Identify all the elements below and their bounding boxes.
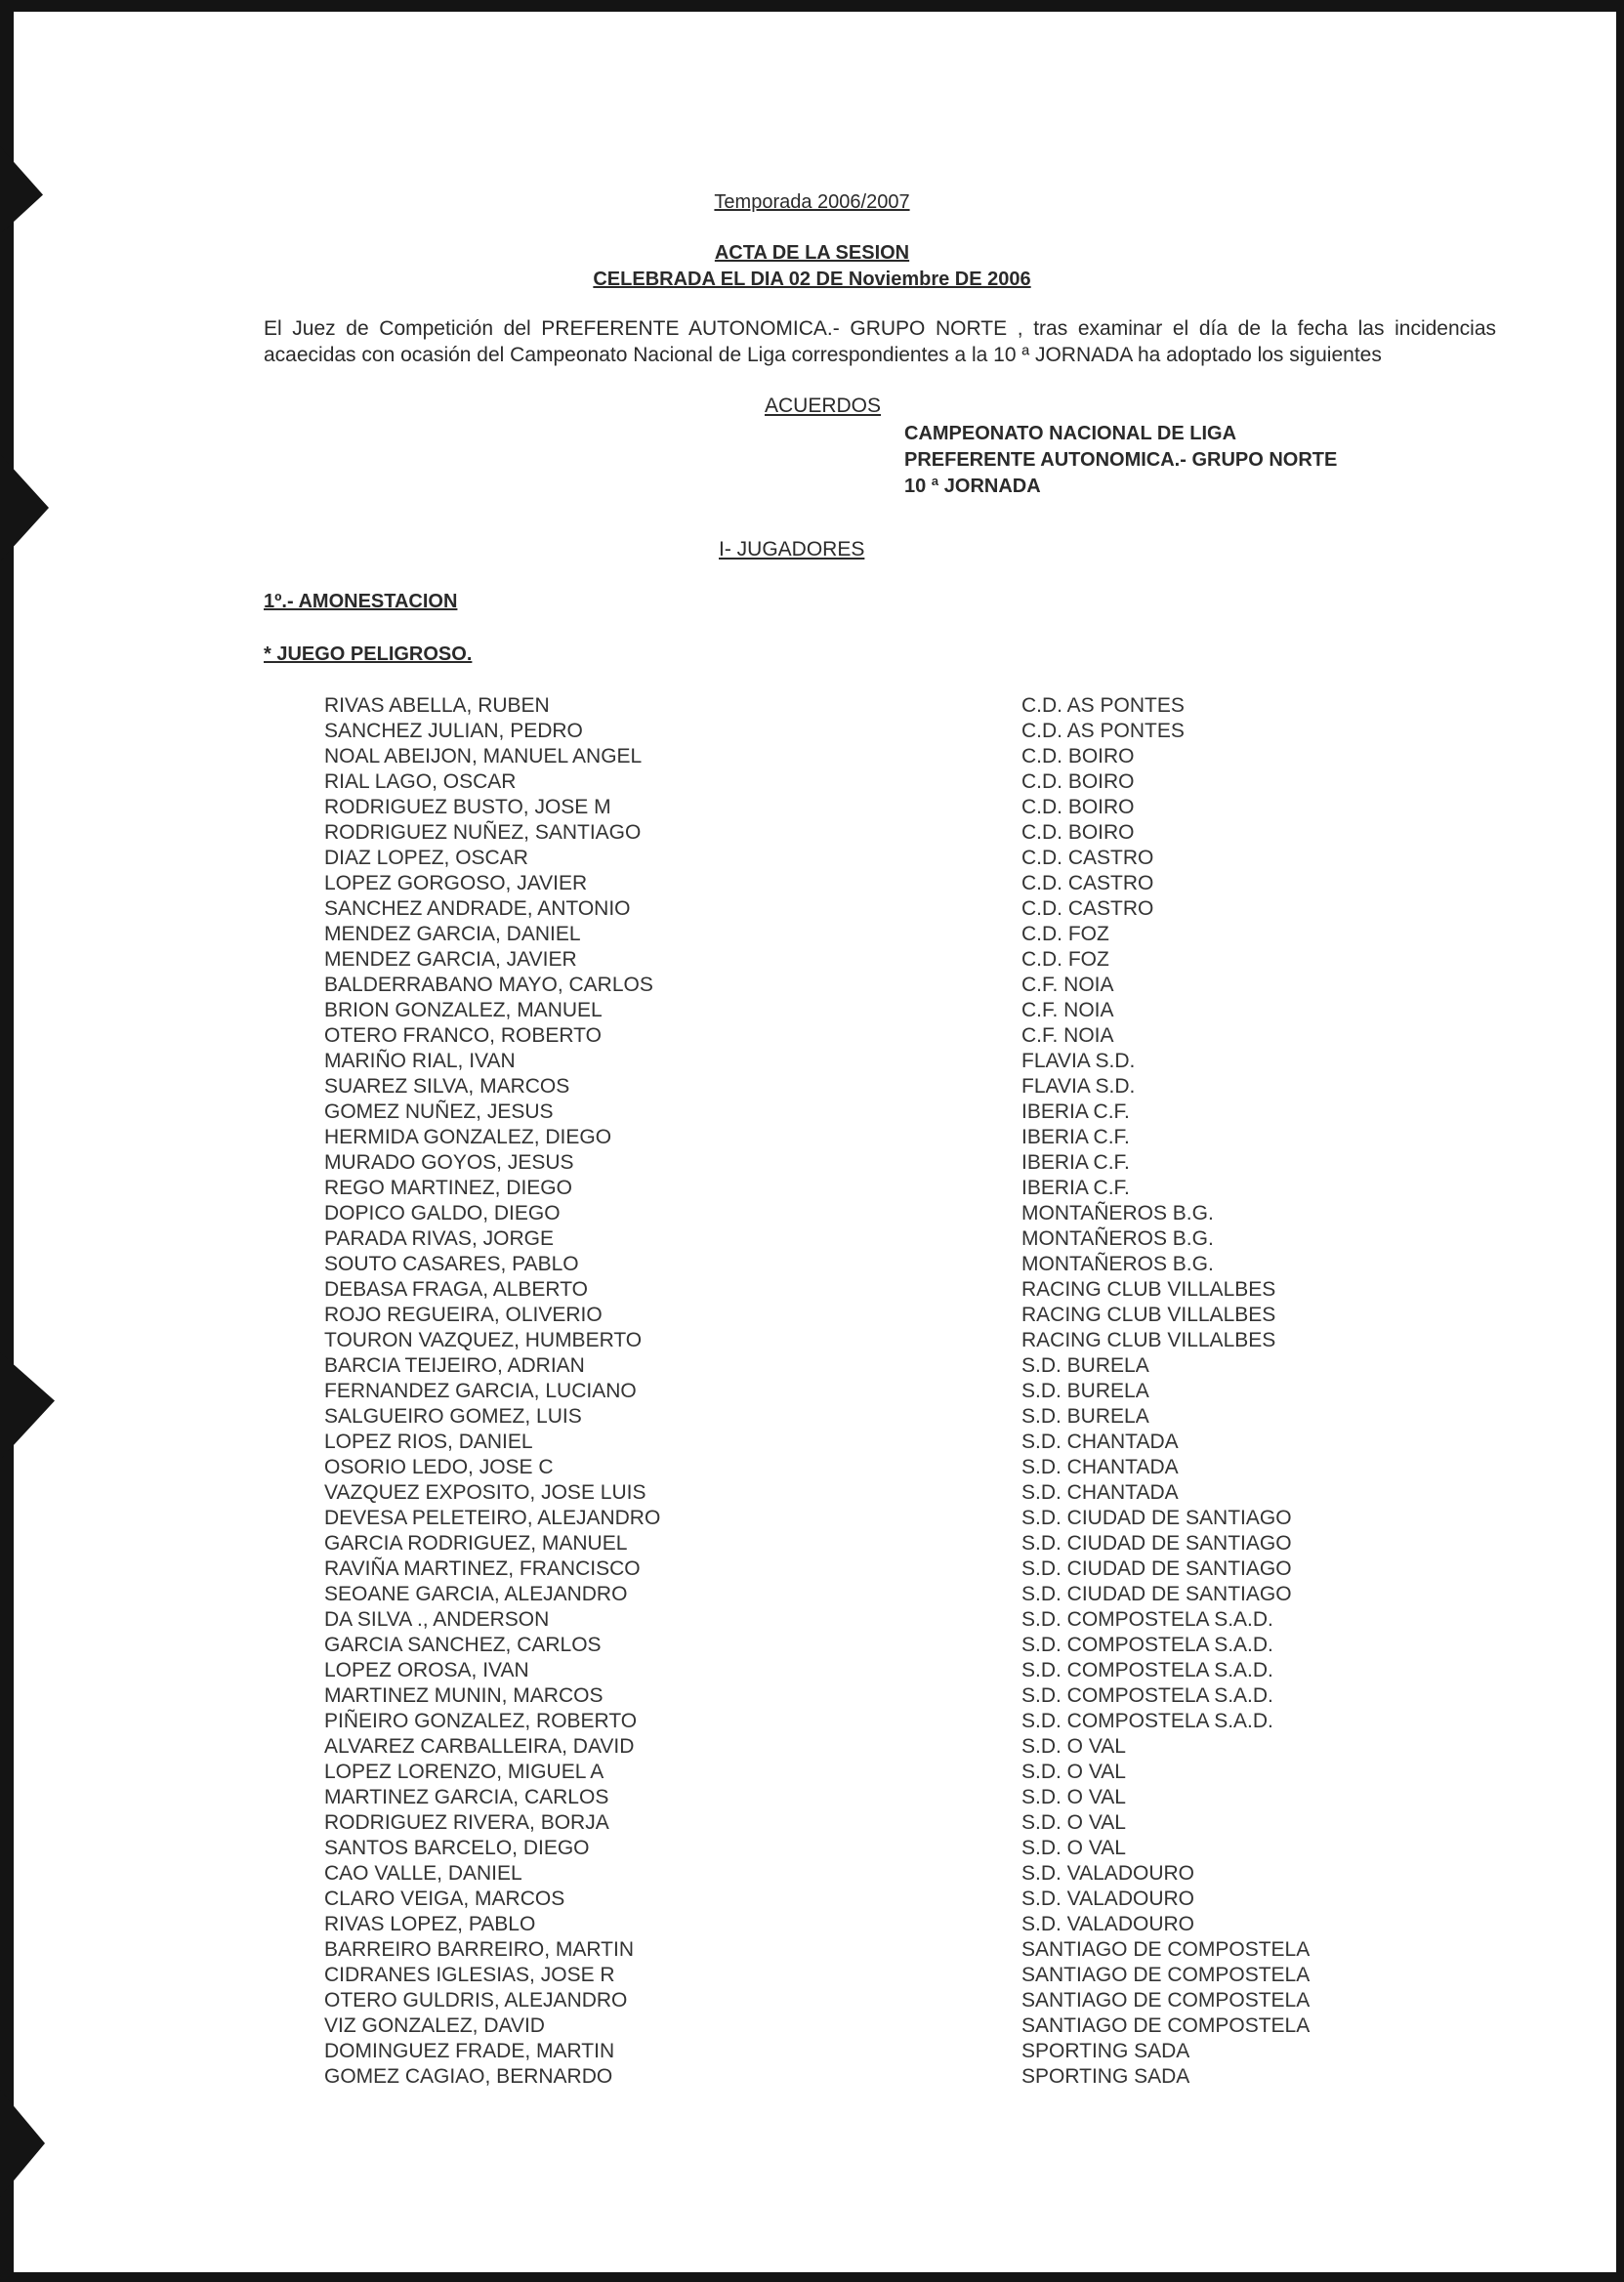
player-row [324,1760,1398,1785]
player-name: FERNANDEZ GARCIA, LUCIANO [324,1380,637,1402]
player-club: S.D. BURELA [1021,1380,1149,1402]
player-row [324,693,1398,719]
player-row [324,947,1398,973]
player-name: BARREIRO BARREIRO, MARTIN [324,1938,634,1961]
player-row [324,1658,1398,1683]
player-row [324,1836,1398,1861]
player-club: SPORTING SADA [1021,2040,1190,2062]
player-row [324,1353,1398,1379]
player-row [324,1709,1398,1734]
player-club: S.D. CHANTADA [1021,1481,1179,1504]
player-name: ALVAREZ CARBALLEIRA, DAVID [324,1735,635,1758]
player-club: MONTAÑEROS B.G. [1021,1253,1214,1275]
player-name: DOMINGUEZ FRADE, MARTIN [324,2040,615,2062]
player-club: RACING CLUB VILLALBES [1021,1304,1276,1326]
player-name: MARTINEZ MUNIN, MARCOS [324,1684,604,1707]
player-name: RODRIGUEZ RIVERA, BORJA [324,1811,609,1834]
player-row [324,1556,1398,1582]
player-name: SANTOS BARCELO, DIEGO [324,1837,590,1859]
player-name: DEBASA FRAGA, ALBERTO [324,1278,588,1301]
player-name: OTERO GULDRIS, ALEJANDRO [324,1989,628,2012]
player-club: C.D. BOIRO [1021,821,1135,844]
player-club: S.D. CIUDAD DE SANTIAGO [1021,1507,1292,1529]
player-name: RIVAS ABELLA, RUBEN [324,694,550,717]
player-club: FLAVIA S.D. [1021,1075,1136,1098]
acuerdos-heading: ACUERDOS [765,394,882,417]
player-name: VIZ GONZALEZ, DAVID [324,2014,545,2037]
player-club: S.D. O VAL [1021,1837,1126,1859]
player-club: C.D. BOIRO [1021,796,1135,818]
player-row [324,1861,1398,1887]
player-row [324,1379,1398,1404]
player-club: C.F. NOIA [1021,999,1114,1021]
player-row [324,998,1398,1023]
championship-group: PREFERENTE AUTONOMICA.- GRUPO NORTE [904,449,1338,471]
player-club: S.D. O VAL [1021,1786,1126,1808]
player-name: PIÑEIRO GONZALEZ, ROBERTO [324,1710,638,1732]
player-club: S.D. VALADOURO [1021,1888,1194,1910]
player-name: RIAL LAGO, OSCAR [324,770,517,793]
player-row [324,795,1398,820]
player-name: SANCHEZ JULIAN, PEDRO [324,720,583,742]
player-row [324,1683,1398,1709]
player-club: IBERIA C.F. [1021,1126,1130,1148]
player-club: RACING CLUB VILLALBES [1021,1329,1276,1351]
player-club: S.D. CHANTADA [1021,1431,1179,1453]
scan-border-left [0,0,14,2282]
player-club: S.D. CIUDAD DE SANTIAGO [1021,1583,1292,1605]
player-row [324,1785,1398,1810]
player-row [324,820,1398,846]
player-row [324,769,1398,795]
championship-block [904,421,1337,500]
player-name: MENDEZ GARCIA, JAVIER [324,948,577,971]
player-row [324,1226,1398,1252]
player-club: SANTIAGO DE COMPOSTELA [1021,2014,1311,2037]
player-name: HERMIDA GONZALEZ, DIEGO [324,1126,612,1148]
player-row [324,1277,1398,1303]
player-row [324,1023,1398,1049]
player-name: MARIÑO RIAL, IVAN [324,1050,516,1072]
player-row [324,1303,1398,1328]
season-title: Temporada 2006/2007 [714,191,910,213]
intro-paragraph: El Juez de Competición del PREFERENTE AUTONOMICA.- GRUPO NORTE , tras examinar el día de la fecha las incidencias acaecidas con ocasión del Campeonato Nacional de Liga correspondientes a la 10 ª JORNADA ha adoptado los siguientes [264,317,1496,366]
player-name: LOPEZ OROSA, IVAN [324,1659,529,1681]
player-name: LOPEZ LORENZO, MIGUEL A [324,1761,604,1783]
player-row [324,1988,1398,2013]
subsection-heading: 1º.- AMONESTACION [264,591,458,612]
player-club: IBERIA C.F. [1021,1100,1130,1123]
player-club: C.F. NOIA [1021,974,1114,996]
player-row [324,1963,1398,1988]
player-club: S.D. O VAL [1021,1761,1126,1783]
player-name: RIVAS LOPEZ, PABLO [324,1913,536,1935]
scan-tear-mark [0,146,43,234]
player-row [324,2013,1398,2039]
category-heading: * JUEGO PELIGROSO. [264,643,473,665]
player-club: C.D. FOZ [1021,923,1109,945]
player-row [324,1074,1398,1100]
player-name: GOMEZ CAGIAO, BERNARDO [324,2065,613,2088]
player-name: DIAZ LOPEZ, OSCAR [324,847,528,869]
player-name: MURADO GOYOS, JESUS [324,1151,574,1174]
player-row [324,1252,1398,1277]
player-club: S.D. VALADOURO [1021,1913,1194,1935]
player-name: BALDERRABANO MAYO, CARLOS [324,974,653,996]
player-name: OSORIO LEDO, JOSE C [324,1456,554,1478]
player-row [324,1150,1398,1176]
player-club: S.D. BURELA [1021,1354,1149,1377]
player-club: S.D. COMPOSTELA S.A.D. [1021,1710,1273,1732]
player-name: TOURON VAZQUEZ, HUMBERTO [324,1329,643,1351]
scan-border-bottom [0,2272,1624,2282]
player-name: REGO MARTINEZ, DIEGO [324,1177,572,1199]
player-club: RACING CLUB VILLALBES [1021,1278,1276,1301]
player-row [324,922,1398,947]
player-row [324,2039,1398,2064]
player-name: VAZQUEZ EXPOSITO, JOSE LUIS [324,1481,646,1504]
player-row [324,1810,1398,1836]
player-club: S.D. CIUDAD DE SANTIAGO [1021,1532,1292,1555]
scan-border-right [1616,0,1624,2282]
player-row [324,1607,1398,1633]
player-name: MENDEZ GARCIA, DANIEL [324,923,581,945]
player-club: S.D. BURELA [1021,1405,1149,1428]
player-row [324,846,1398,871]
player-club: MONTAÑEROS B.G. [1021,1202,1214,1224]
player-row [324,1455,1398,1480]
player-club: FLAVIA S.D. [1021,1050,1136,1072]
player-name: PARADA RIVAS, JORGE [324,1227,554,1250]
player-row [324,1049,1398,1074]
player-club: S.D. O VAL [1021,1735,1126,1758]
player-row [324,1201,1398,1226]
player-name: SUAREZ SILVA, MARCOS [324,1075,570,1098]
player-club: SANTIAGO DE COMPOSTELA [1021,1938,1311,1961]
player-club: S.D. O VAL [1021,1811,1126,1834]
player-row [324,896,1398,922]
player-name: CIDRANES IGLESIAS, JOSE R [324,1964,615,1986]
player-club: S.D. COMPOSTELA S.A.D. [1021,1608,1273,1631]
player-club: C.F. NOIA [1021,1024,1114,1047]
player-name: NOAL ABEIJON, MANUEL ANGEL [324,745,643,768]
player-row [324,1633,1398,1658]
player-club: S.D. CIUDAD DE SANTIAGO [1021,1557,1292,1580]
player-name: DEVESA PELETEIRO, ALEJANDRO [324,1507,661,1529]
player-row [324,1404,1398,1430]
scan-tear-mark [0,2090,45,2197]
session-date: CELEBRADA EL DIA 02 DE Noviembre DE 2006 [593,269,1031,290]
scan-tear-mark [0,454,49,561]
player-row [324,973,1398,998]
player-name: GOMEZ NUÑEZ, JESUS [324,1100,554,1123]
player-club: C.D. AS PONTES [1021,694,1185,717]
player-name: ROJO REGUEIRA, OLIVERIO [324,1304,603,1326]
player-name: BARCIA TEIJEIRO, ADRIAN [324,1354,585,1377]
player-name: SALGUEIRO GOMEZ, LUIS [324,1405,582,1428]
player-name: LOPEZ GORGOSO, JAVIER [324,872,588,894]
player-name: CAO VALLE, DANIEL [324,1862,522,1885]
player-name: RODRIGUEZ BUSTO, JOSE M [324,796,611,818]
player-row [324,2064,1398,2090]
player-name: BRION GONZALEZ, MANUEL [324,999,603,1021]
player-row [324,1480,1398,1506]
player-club: C.D. BOIRO [1021,745,1135,768]
player-name: LOPEZ RIOS, DANIEL [324,1431,533,1453]
player-row [324,1937,1398,1963]
player-name: CLARO VEIGA, MARCOS [324,1888,565,1910]
player-club: C.D. AS PONTES [1021,720,1185,742]
player-name: GARCIA RODRIGUEZ, MANUEL [324,1532,628,1555]
player-row [324,1328,1398,1353]
scan-border-top [0,0,1624,12]
player-name: SOUTO CASARES, PABLO [324,1253,579,1275]
player-row [324,1582,1398,1607]
player-row [324,871,1398,896]
player-list [324,693,1398,2090]
player-row [324,1125,1398,1150]
player-club: S.D. CHANTADA [1021,1456,1179,1478]
player-name: RAVIÑA MARTINEZ, FRANCISCO [324,1557,641,1580]
player-club: IBERIA C.F. [1021,1151,1130,1174]
player-club: C.D. FOZ [1021,948,1109,971]
acta-title: ACTA DE LA SESION [714,242,910,264]
player-club: S.D. COMPOSTELA S.A.D. [1021,1684,1273,1707]
player-row [324,1531,1398,1556]
section-heading: I- JUGADORES [719,538,865,560]
player-row [324,1912,1398,1937]
player-club: SANTIAGO DE COMPOSTELA [1021,1964,1311,1986]
player-club: S.D. VALADOURO [1021,1862,1194,1885]
player-name: MARTINEZ GARCIA, CARLOS [324,1786,609,1808]
player-name: SANCHEZ ANDRADE, ANTONIO [324,897,631,920]
player-row [324,744,1398,769]
player-row [324,1887,1398,1912]
player-row [324,719,1398,744]
player-name: SEOANE GARCIA, ALEJANDRO [324,1583,628,1605]
championship-round: 10 ª JORNADA [904,476,1041,497]
player-row [324,1100,1398,1125]
player-club: SPORTING SADA [1021,2065,1190,2088]
player-name: DA SILVA ., ANDERSON [324,1608,550,1631]
player-row [324,1430,1398,1455]
player-name: GARCIA SANCHEZ, CARLOS [324,1634,602,1656]
player-club: S.D. COMPOSTELA S.A.D. [1021,1634,1273,1656]
player-club: MONTAÑEROS B.G. [1021,1227,1214,1250]
player-club: C.D. CASTRO [1021,897,1154,920]
player-club: C.D. CASTRO [1021,872,1154,894]
player-row [324,1734,1398,1760]
scan-tear-mark [0,1352,55,1460]
player-row [324,1506,1398,1531]
player-name: RODRIGUEZ NUÑEZ, SANTIAGO [324,821,642,844]
player-club: C.D. CASTRO [1021,847,1154,869]
player-club: S.D. COMPOSTELA S.A.D. [1021,1659,1273,1681]
player-club: SANTIAGO DE COMPOSTELA [1021,1989,1311,2012]
player-club: C.D. BOIRO [1021,770,1135,793]
championship-line: CAMPEONATO NACIONAL DE LIGA [904,423,1237,444]
player-name: OTERO FRANCO, ROBERTO [324,1024,602,1047]
player-name: DOPICO GALDO, DIEGO [324,1202,561,1224]
player-row [324,1176,1398,1201]
player-club: IBERIA C.F. [1021,1177,1130,1199]
